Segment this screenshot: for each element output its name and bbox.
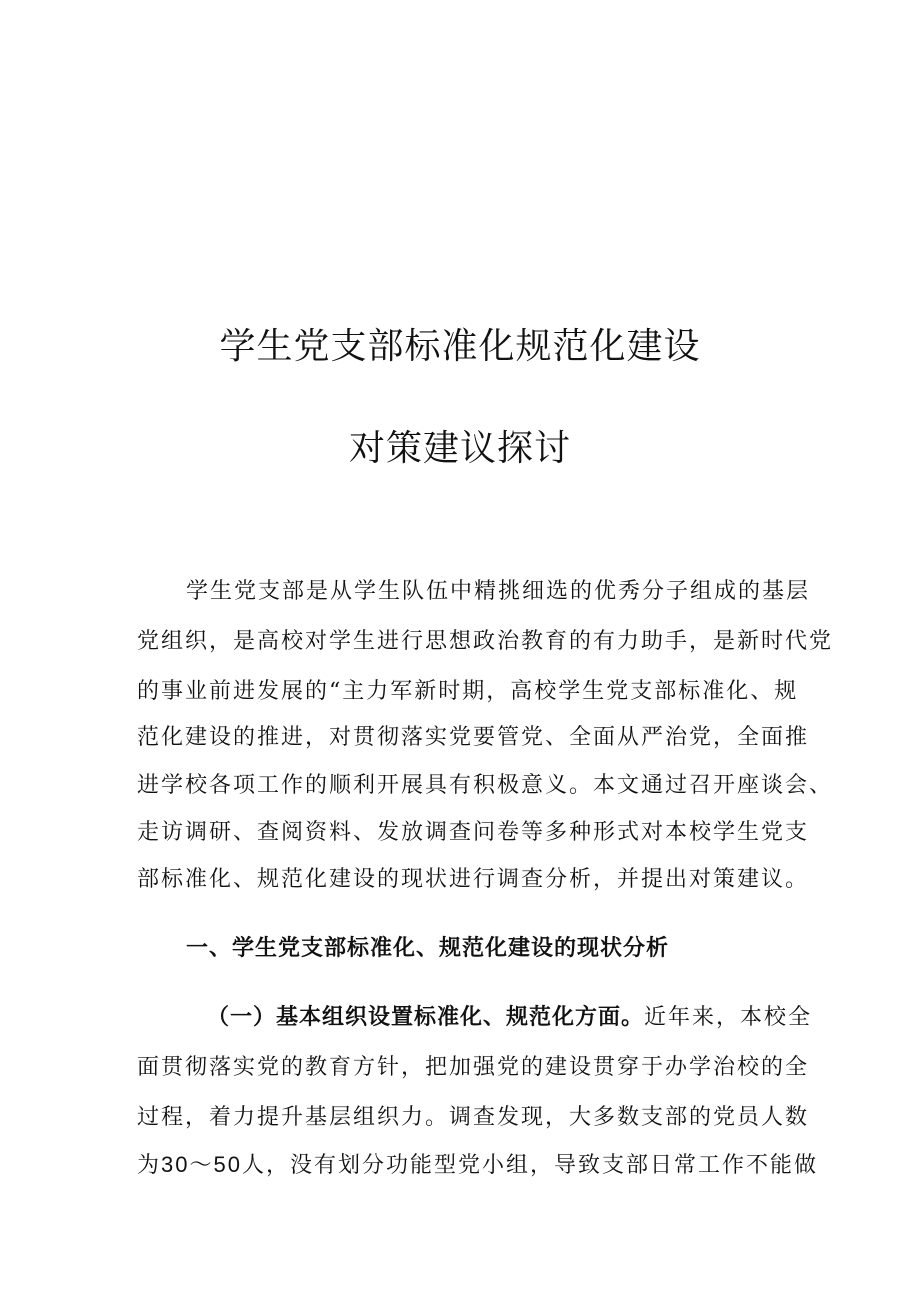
paragraph-line: [137, 1148, 818, 1179]
paragraph-line: [207, 1000, 812, 1031]
paragraph-line: 走访调研、查阅资料、发放调查问卷等多种形式对本校学生党支: [137, 820, 810, 845]
paragraph-line: 部标准化、规范化建设的现状进行调查分析，并提出对策建议。: [137, 867, 810, 892]
paragraph-line: 面贯彻落实党的教育方针，把加强党的建设贯穿于办学治校的全: [137, 1055, 810, 1080]
document-title-line-1: 学生党支部标准化规范化建设: [219, 326, 701, 367]
paragraph-line: 学生党支部是从学生队伍中精挑细选的优秀分子组成的基层: [186, 579, 811, 604]
paragraph-line: 党组织，是高校对学生进行思想政治教育的有力助手，是新时代党: [137, 629, 834, 654]
paragraph-line: 的事业前进发展的“主力军新时期，高校学生党支部标准化、规: [137, 679, 799, 704]
document-title-line-2: 对策建议探讨: [348, 428, 571, 469]
paragraph-line: 范化建设的推进，对贯彻落实党要管党、全面从严治党，全面推: [137, 725, 810, 750]
paragraph-text: 人，没有划分功能型党小组，导致支部日常工作不能做: [241, 1153, 818, 1178]
paragraph-text: 近年来，本校全: [644, 1005, 813, 1030]
subsection-heading: （一）基本组织设置标准化、规范化方面。: [207, 1005, 645, 1030]
paragraph-line: 过程，着力提升基层组织力。调查发现，大多数支部的党员人数: [137, 1105, 810, 1130]
paragraph-text: 为: [137, 1153, 162, 1178]
member-count-range: 30～50: [161, 1152, 242, 1177]
paragraph-line: 进学校各项工作的顺利开展具有积极意义。本文通过召开座谈会、: [137, 773, 834, 798]
section-heading: 一、学生党支部标准化、规范化建设的现状分析: [186, 936, 670, 961]
